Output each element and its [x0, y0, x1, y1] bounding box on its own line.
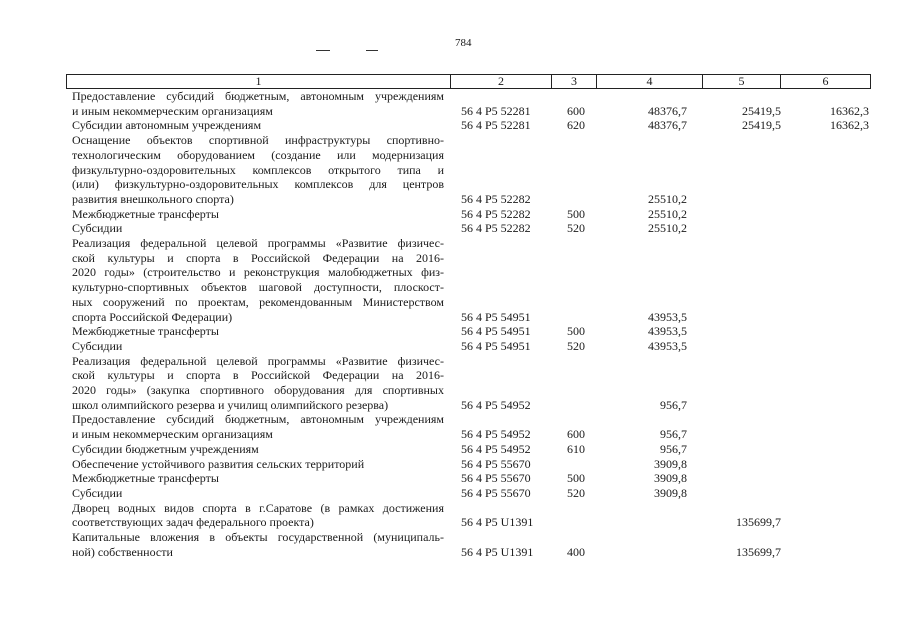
description-line: Реализация федеральной целевой программы «Развитие физичес- [72, 236, 444, 250]
amount-col-6: 16362,3 [830, 103, 869, 118]
row-description [72, 354, 444, 413]
table-row [0, 412, 905, 441]
description-line: ской культуры и спорта в Российской Федерации на 2016- [72, 250, 444, 265]
row-description [72, 236, 444, 324]
description-line: Субсидии бюджетным учреждениям [72, 441, 259, 456]
expense-type-code: 400 [567, 544, 585, 559]
description-line: (или) физкультурно-оздоровительных комплексов для центров [72, 177, 444, 192]
classification-code: 56 4 P5 54951 [461, 309, 531, 324]
description-line: Предоставление субсидий бюджетным, автономным учреждениям [72, 412, 444, 427]
description-line: спорта Российской Федерации) [72, 309, 233, 324]
amount-col-4: 3909,8 [654, 456, 687, 471]
amount-col-4: 3909,8 [654, 485, 687, 500]
description-line: Межбюджетные трансферты [72, 324, 219, 339]
row-description [72, 339, 444, 354]
row-description [72, 89, 444, 118]
amount-col-4: 25510,2 [648, 191, 687, 206]
description-line: и иным некоммерческим организациям [72, 103, 273, 118]
table-row [0, 457, 905, 472]
amount-col-5: 135699,7 [736, 544, 781, 559]
description-line: Предоставление субсидий бюджетным, автономным учреждениям [72, 89, 444, 103]
header-col-6: 6 [822, 74, 829, 88]
description-line: ных сооружений по проектам, рекомендованным Министерством [72, 294, 444, 309]
table-row [0, 118, 905, 133]
classification-code: 56 4 P5 54952 [461, 397, 531, 412]
description-line: ной) собственности [72, 544, 173, 559]
table-row [0, 354, 905, 413]
table-row [0, 89, 905, 118]
expense-type-code: 500 [567, 206, 585, 221]
expense-type-code: 600 [567, 427, 585, 442]
page-number: 784 [455, 37, 472, 49]
expense-type-code: 520 [567, 221, 585, 236]
description-line: культурно-спортивных объектов шаговой доступности, плоскост- [72, 280, 444, 295]
classification-code: 56 4 P5 52282 [461, 191, 531, 206]
description-line: Реализация федеральной целевой программы «Развитие физичес- [72, 353, 444, 368]
amount-col-4: 3909,8 [654, 471, 687, 486]
row-description [72, 442, 444, 457]
description-line: Капитальные вложения в объекты государственной (муниципаль- [72, 530, 444, 544]
header-col-3: 3 [552, 75, 597, 88]
expense-type-code: 620 [567, 118, 585, 133]
table-row [0, 530, 905, 559]
description-line: Обеспечение устойчивого развития сельских территорий [72, 456, 365, 471]
table-row [0, 486, 905, 501]
expense-type-code: 520 [567, 485, 585, 500]
classification-code: 56 4 P5 54951 [461, 324, 531, 339]
row-description [72, 457, 444, 472]
header-col-5: 5 [703, 75, 781, 88]
amount-col-4: 956,7 [660, 397, 687, 412]
classification-code: 56 4 P5 U1391 [461, 515, 534, 530]
amount-col-4: 43953,5 [648, 309, 687, 324]
row-description [72, 412, 444, 441]
row-description [72, 501, 444, 530]
expense-type-code: 500 [567, 324, 585, 339]
description-line: Субсидии [72, 485, 123, 500]
classification-code: 56 4 P5 54952 [461, 427, 531, 442]
table-row [0, 133, 905, 207]
expense-type-code: 610 [567, 441, 585, 456]
row-description [72, 133, 444, 207]
amount-col-4: 956,7 [660, 441, 687, 456]
description-line: развития внешкольного спорта) [72, 191, 234, 206]
description-line: Дворец водных видов спорта в г.Саратове (в рамках достижения [72, 500, 444, 515]
header-col-2: 2 [451, 75, 552, 88]
row-description [72, 324, 444, 339]
classification-code: 56 4 P5 54951 [461, 338, 531, 353]
classification-code: 56 4 P5 55670 [461, 456, 531, 471]
description-line: Субсидии автономным учреждениям [72, 118, 262, 133]
table-row [0, 221, 905, 236]
row-description [72, 471, 444, 486]
table-row [0, 324, 905, 339]
header-col-4: 4 [597, 75, 703, 88]
row-description [72, 207, 444, 222]
description-line: ской культуры и спорта в Российской Федерации на 2016- [72, 368, 444, 383]
classification-code: 56 4 P5 52281 [461, 118, 531, 133]
row-description [72, 486, 444, 501]
description-line: Межбюджетные трансферты [72, 471, 219, 486]
amount-col-4: 956,7 [660, 427, 687, 442]
amount-col-6: 16362,3 [830, 118, 869, 133]
description-line: Субсидии [72, 338, 123, 353]
classification-code: 56 4 P5 52282 [461, 206, 531, 221]
scan-mark [316, 50, 330, 51]
row-description [72, 118, 444, 133]
description-line: 2020 годы» (закупка спортивного оборудования для спортивных [72, 383, 444, 397]
amount-col-5: 25419,5 [742, 118, 781, 133]
description-line: технологическим оборудованием (создание или модернизация [72, 147, 444, 162]
table-row [0, 236, 905, 324]
classification-code: 56 4 P5 55670 [461, 471, 531, 486]
description-line: физкультурно-оздоровительных комплексов открытого типа и [72, 162, 444, 177]
header-col-1: 1 [67, 75, 451, 88]
amount-col-4: 25510,2 [648, 221, 687, 236]
amount-col-5: 135699,7 [736, 515, 781, 530]
amount-col-5: 25419,5 [742, 103, 781, 118]
amount-col-4: 48376,7 [648, 103, 687, 118]
row-description [72, 530, 444, 559]
amount-col-4: 43953,5 [648, 324, 687, 339]
description-line: 2020 годы» (строительство и реконструкция малобюджетных физ- [72, 265, 444, 280]
table-row [0, 339, 905, 354]
description-line: Оснащение объектов спортивной инфраструктуры спортивно- [72, 133, 444, 148]
table-row [0, 442, 905, 457]
description-line: соответствующих задач федерального проекта) [72, 515, 314, 530]
row-description [72, 221, 444, 236]
classification-code: 56 4 P5 52281 [461, 103, 531, 118]
amount-col-4: 48376,7 [648, 118, 687, 133]
amount-col-4: 43953,5 [648, 338, 687, 353]
expense-type-code: 600 [567, 103, 585, 118]
table-row [0, 501, 905, 530]
description-line: школ олимпийского резерва и училищ олимпийского резерва) [72, 397, 389, 412]
scan-mark [366, 50, 378, 51]
description-line: и иным некоммерческим организациям [72, 427, 273, 442]
table-row [0, 471, 905, 486]
description-line: Межбюджетные трансферты [72, 206, 219, 221]
classification-code: 56 4 P5 54952 [461, 441, 531, 456]
expense-type-code: 500 [567, 471, 585, 486]
classification-code: 56 4 P5 52282 [461, 221, 531, 236]
classification-code: 56 4 P5 U1391 [461, 544, 534, 559]
description-line: Субсидии [72, 221, 123, 236]
amount-col-4: 25510,2 [648, 206, 687, 221]
expense-type-code: 520 [567, 338, 585, 353]
table-header [66, 74, 871, 89]
table-row [0, 207, 905, 222]
classification-code: 56 4 P5 55670 [461, 485, 531, 500]
